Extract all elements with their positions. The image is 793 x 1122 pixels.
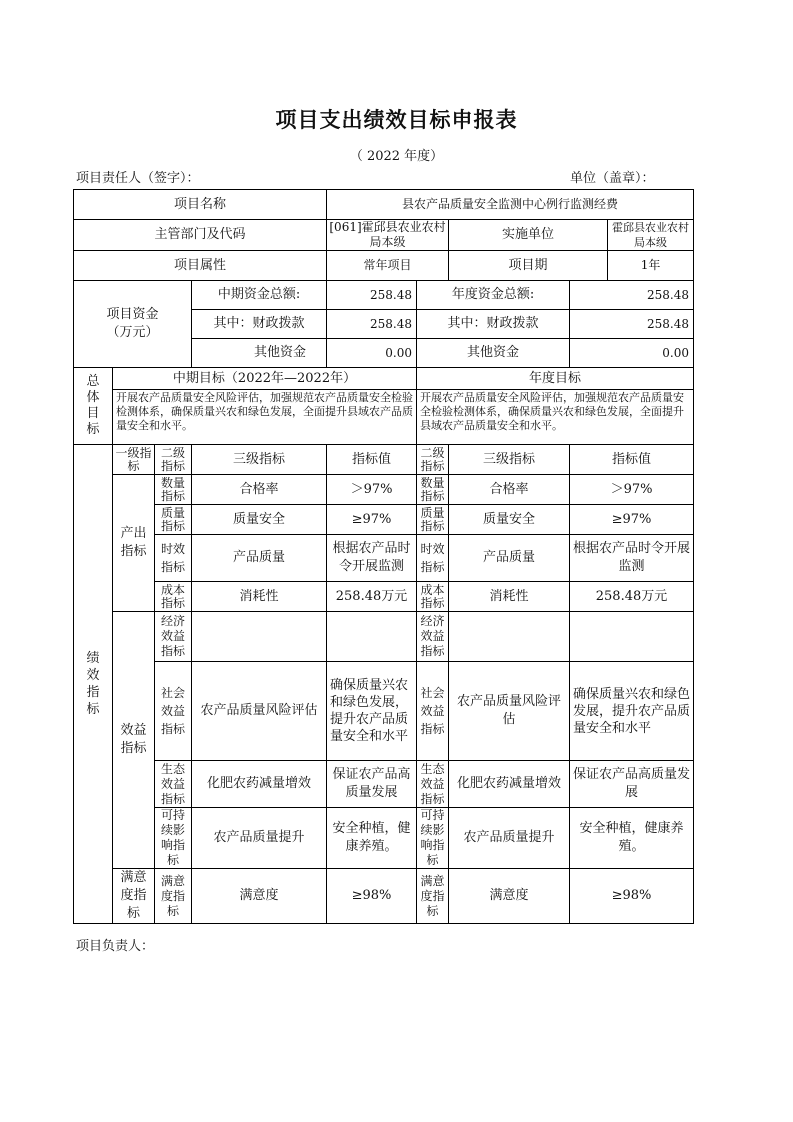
dept-value: [061]霍邱县农业农村局本级 bbox=[327, 220, 449, 251]
responsible-label: 项目责任人（签字）： bbox=[76, 171, 200, 186]
row-l2: 社会效益指标 bbox=[155, 662, 192, 761]
row-l3-year: 化肥农药减量增效 bbox=[449, 761, 570, 808]
row-l3: 农产品质量风险评估 bbox=[192, 662, 327, 761]
row-l3-year bbox=[449, 612, 570, 662]
output-label: 产出指标 bbox=[113, 475, 155, 612]
project-name-value: 县农产品质量安全监测中心例行监测经费 bbox=[327, 190, 694, 220]
dept-label: 主管部门及代码 bbox=[74, 220, 327, 251]
row-l2-year: 社会效益指标 bbox=[417, 662, 449, 761]
row-value bbox=[327, 612, 417, 662]
row-l3: 产品质量 bbox=[192, 535, 327, 582]
mid-fiscal-label: 其中：财政拨款 bbox=[192, 310, 327, 339]
row-l3-year: 消耗性 bbox=[449, 582, 570, 612]
row-l2-year: 生态效益指标 bbox=[417, 761, 449, 808]
row-l3: 农产品质量提升 bbox=[192, 808, 327, 869]
period-label: 项目期 bbox=[449, 251, 608, 281]
row-value-year: ≥97% bbox=[570, 505, 694, 535]
attr-value: 常年项目 bbox=[327, 251, 449, 281]
row-l3: 消耗性 bbox=[192, 582, 327, 612]
mid-total-label: 中期资金总额: bbox=[192, 281, 327, 310]
mid-other-value: 0.00 bbox=[327, 339, 417, 368]
row-l3: 化肥农药减量增效 bbox=[192, 761, 327, 808]
unit-label: 单位（盖章）： bbox=[570, 171, 655, 186]
row-value: ＞97% bbox=[327, 475, 417, 505]
row-value-year: 根据农产品时令开展监测 bbox=[570, 535, 694, 582]
row-value-year: 258.48万元 bbox=[570, 582, 694, 612]
row-l3-year: 产品质量 bbox=[449, 535, 570, 582]
row-l3: 质量安全 bbox=[192, 505, 327, 535]
row-l2: 经济效益指标 bbox=[155, 612, 192, 662]
mid-total-value: 258.48 bbox=[327, 281, 417, 310]
row-value: 258.48万元 bbox=[327, 582, 417, 612]
row-l2: 质量指标 bbox=[155, 505, 192, 535]
attr-label: 项目属性 bbox=[74, 251, 327, 281]
row-l2: 数量指标 bbox=[155, 475, 192, 505]
row-l2-year: 数量指标 bbox=[417, 475, 449, 505]
perf-h-level3: 三级指标 bbox=[192, 445, 327, 475]
row-value-year: ≥98% bbox=[570, 869, 694, 924]
row-value: 根据农产品时令开展监测 bbox=[327, 535, 417, 582]
year-other-value: 0.00 bbox=[570, 339, 694, 368]
funds-label: 项目资金 （万元） bbox=[74, 281, 192, 368]
perf-h-value-year: 指标值 bbox=[570, 445, 694, 475]
row-l3-year: 合格率 bbox=[449, 475, 570, 505]
year-other-label: 其他资金 bbox=[417, 339, 570, 368]
year-total-label: 年度资金总额: bbox=[417, 281, 570, 310]
row-l2-year: 时效指标 bbox=[417, 535, 449, 582]
row-value: 安全种植，健康养殖。 bbox=[327, 808, 417, 869]
perf-h-value: 指标值 bbox=[327, 445, 417, 475]
row-l3-year: 满意度 bbox=[449, 869, 570, 924]
mid-other-label: 其他资金 bbox=[192, 339, 327, 368]
mid-goal-text: 开展农产品质量安全风险评估，加强规范农产品质量安全检验检测体系，确保质量兴农和绿色发展，全面提升县域农产品质量安全和水平。 bbox=[113, 390, 417, 445]
year-fiscal-value: 258.48 bbox=[570, 310, 694, 339]
year-fiscal-label: 其中：财政拨款 bbox=[417, 310, 570, 339]
goal-table bbox=[73, 189, 694, 924]
page-title: 项目支出绩效目标申报表 bbox=[275, 107, 518, 132]
row-value-year: 安全种植，健康养殖。 bbox=[570, 808, 694, 869]
row-value-year: 保证农产品高质量发展 bbox=[570, 761, 694, 808]
row-value: 保证农产品高质量发展 bbox=[327, 761, 417, 808]
perf-h-level2-year: 二级指标 bbox=[417, 445, 449, 475]
benefit-label: 效益指标 bbox=[113, 612, 155, 869]
mid-fiscal-value: 258.48 bbox=[327, 310, 417, 339]
row-l3-year: 农产品质量提升 bbox=[449, 808, 570, 869]
year-total-value: 258.48 bbox=[570, 281, 694, 310]
perf-label: 绩效指标 bbox=[74, 445, 113, 924]
row-value: 确保质量兴农和绿色发展，提升农产品质量安全和水平 bbox=[327, 662, 417, 761]
row-l2-year: 成本指标 bbox=[417, 582, 449, 612]
row-value: ≥97% bbox=[327, 505, 417, 535]
row-l2: 成本指标 bbox=[155, 582, 192, 612]
impl-label: 实施单位 bbox=[449, 220, 608, 251]
impl-value: 霍邱县农业农村局本级 bbox=[608, 220, 694, 251]
overall-goal-label: 总体目标 bbox=[74, 368, 113, 445]
row-l2-year: 可持续影响指标 bbox=[417, 808, 449, 869]
row-l2: 生态效益指标 bbox=[155, 761, 192, 808]
satisfaction-label: 满意度指标 bbox=[113, 869, 155, 924]
period-value: 1年 bbox=[608, 251, 694, 281]
row-l2: 时效指标 bbox=[155, 535, 192, 582]
row-l2-year: 经济效益指标 bbox=[417, 612, 449, 662]
year-goal-header: 年度目标 bbox=[417, 368, 694, 390]
row-l3: 合格率 bbox=[192, 475, 327, 505]
row-l2-year: 满意度指标 bbox=[417, 869, 449, 924]
row-l3-year: 农产品质量风险评估 bbox=[449, 662, 570, 761]
row-l2: 可持续影响指标 bbox=[155, 808, 192, 869]
row-value: ≥98% bbox=[327, 869, 417, 924]
row-l3-year: 质量安全 bbox=[449, 505, 570, 535]
row-l2: 满意度指标 bbox=[155, 869, 192, 924]
row-l3: 满意度 bbox=[192, 869, 327, 924]
perf-h-level3-year: 三级指标 bbox=[449, 445, 570, 475]
row-l3 bbox=[192, 612, 327, 662]
mid-goal-header: 中期目标（2022年—2022年） bbox=[113, 368, 417, 390]
perf-h-level2: 二级指标 bbox=[155, 445, 192, 475]
year-line: （ 2022 年度） bbox=[349, 149, 444, 164]
row-value-year bbox=[570, 612, 694, 662]
row-value-year: ＞97% bbox=[570, 475, 694, 505]
row-l2-year: 质量指标 bbox=[417, 505, 449, 535]
project-name-label: 项目名称 bbox=[74, 190, 327, 220]
year-goal-text: 开展农产品质量安全风险评估，加强规范农产品质量安全检验检测体系，确保质量兴农和绿色发展，全面提升县域农产品质量安全和水平。 bbox=[417, 390, 694, 445]
row-value-year: 确保质量兴农和绿色发展，提升农产品质量安全和水平 bbox=[570, 662, 694, 761]
perf-h-level1: 一级指标 bbox=[113, 445, 155, 475]
footer-label: 项目负责人： bbox=[76, 939, 155, 954]
